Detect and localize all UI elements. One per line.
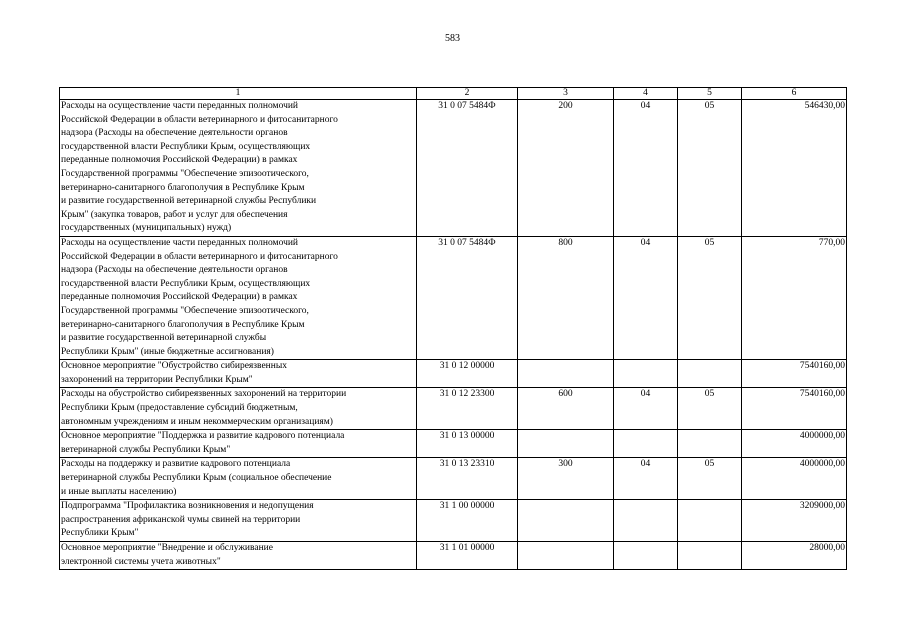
table-row [60, 388, 847, 430]
row-col5 [678, 542, 742, 570]
row-sum: 7540160,00 [742, 360, 847, 388]
row-code: 31 0 12 00000 [417, 360, 518, 388]
row-sum: 546430,00 [742, 100, 847, 237]
row-sum: 770,00 [742, 236, 847, 359]
row-name: Расходы на обустройство сибиреязвенных захоронений на территории Республики Крым (предоставление субсидий бюджетным, автономным учреждениям и иным некоммерческим организациям) [60, 388, 417, 430]
column-header-6: 6 [742, 88, 847, 100]
row-name: Расходы на осуществление части переданных полномочий Российской Федерации в области ветеринарного и фитосанитарного надзора (Расходы на обеспечение деятельности органов государственной власти Республики Крым, осуществляющих переданные полномочия Российской Федерации) в рамках Государственной программы "Обеспечение эпизоотического, ветеринарно-санитарного благополучия в Республике Крым и развитие государственной ветеринарной службы Республики Крым" (иные бюджетные ассигнования) [60, 236, 417, 359]
row-code: 31 0 07 5484Ф [417, 236, 518, 359]
table-row [60, 236, 847, 359]
row-col4: 04 [614, 388, 678, 430]
row-name: Основное мероприятие "Внедрение и обслуживание электронной системы учета животных" [60, 542, 417, 570]
row-name: Расходы на поддержку и развитие кадрового потенциала ветеринарной службы Республики Крым (социальное обеспечение и иные выплаты населению) [60, 458, 417, 500]
table-row [60, 360, 847, 388]
column-header-2: 2 [417, 88, 518, 100]
row-name: Подпрограмма "Профилактика возникновения и недопущения распространения африканской чумы свиней на территории Республики Крым" [60, 500, 417, 542]
budget-table [59, 87, 847, 570]
table-row [60, 500, 847, 542]
row-col5 [678, 360, 742, 388]
row-col3: 600 [518, 388, 614, 430]
column-header-4: 4 [614, 88, 678, 100]
row-col5 [678, 500, 742, 542]
row-code: 31 1 00 00000 [417, 500, 518, 542]
row-name: Основное мероприятие "Поддержка и развитие кадрового потенциала ветеринарной службы Республики Крым" [60, 430, 417, 458]
row-col3 [518, 500, 614, 542]
table-row [60, 100, 847, 237]
row-col4 [614, 500, 678, 542]
row-sum: 3209000,00 [742, 500, 847, 542]
row-col5 [678, 430, 742, 458]
table-row [60, 458, 847, 500]
page-number: 583 [445, 33, 460, 44]
row-code: 31 1 01 00000 [417, 542, 518, 570]
row-code: 31 0 13 23310 [417, 458, 518, 500]
row-col3 [518, 360, 614, 388]
row-col3: 800 [518, 236, 614, 359]
row-name: Основное мероприятие "Обустройство сибиреязвенных захоронений на территории Республики Крым" [60, 360, 417, 388]
table-row [60, 430, 847, 458]
row-code: 31 0 07 5484Ф [417, 100, 518, 237]
table-row [60, 542, 847, 570]
row-name: Расходы на осуществление части переданных полномочий Российской Федерации в области ветеринарного и фитосанитарного надзора (Расходы на обеспечение деятельности органов государственной власти Республики Крым, осуществляющих переданные полномочия Российской Федерации) в рамках Государственной программы "Обеспечение эпизоотического, ветеринарно-санитарного благополучия в Республике Крым и развитие государственной ветеринарной службы Республики Крым" (закупка товаров, работ и услуг для обеспечения государственных (муниципальных) нужд) [60, 100, 417, 237]
row-sum: 28000,00 [742, 542, 847, 570]
row-code: 31 0 12 23300 [417, 388, 518, 430]
row-col3 [518, 430, 614, 458]
row-col3: 200 [518, 100, 614, 237]
row-col3: 300 [518, 458, 614, 500]
column-header-3: 3 [518, 88, 614, 100]
row-col4: 04 [614, 458, 678, 500]
row-col4 [614, 542, 678, 570]
row-code: 31 0 13 00000 [417, 430, 518, 458]
row-col4: 04 [614, 100, 678, 237]
row-col4 [614, 360, 678, 388]
row-col5: 05 [678, 236, 742, 359]
row-col4 [614, 430, 678, 458]
row-col5: 05 [678, 458, 742, 500]
row-col5: 05 [678, 388, 742, 430]
row-col3 [518, 542, 614, 570]
column-header-5: 5 [678, 88, 742, 100]
column-header-1: 1 [60, 88, 417, 100]
row-sum: 4000000,00 [742, 458, 847, 500]
row-col5: 05 [678, 100, 742, 237]
row-col4: 04 [614, 236, 678, 359]
row-sum: 4000000,00 [742, 430, 847, 458]
row-sum: 7540160,00 [742, 388, 847, 430]
header-row [60, 88, 847, 100]
